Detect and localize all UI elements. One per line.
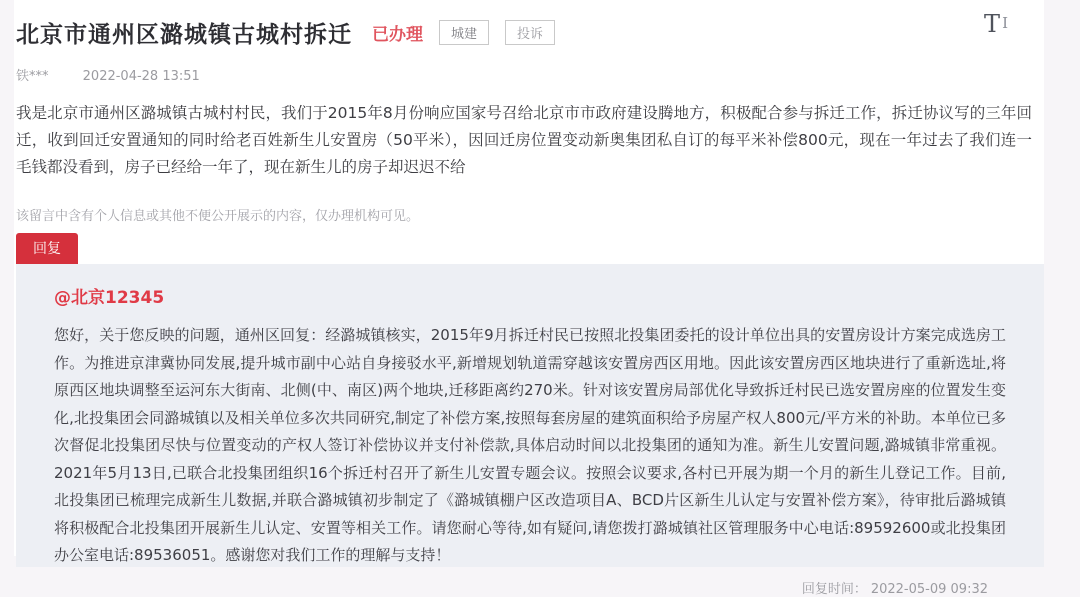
header — [16, 0, 1044, 49]
reply-panel — [16, 264, 1044, 597]
font-size-icon-letter: T — [984, 10, 1001, 38]
meta-row — [16, 65, 1044, 84]
complaint-body: 我是北京市通州区潞城镇古城村村民，我们于2015年8月份响应国家号召给北京市市政府建设腾地方，积极配合参与拆迁工作，拆迁协议写的三年回迁，收到回迁安置通知的同时给老百姓新生儿安置房（50平米），因回迁房位置变动新奥集团私自订的每平米补偿800元，现在一年过去了我们连一毛钱都没看到，房子已经给一年了，现在新生儿的房子却迟迟不给 — [16, 104, 1032, 176]
reply-time-row — [54, 578, 1006, 597]
reply-time: 2022-05-09 09:32 — [870, 581, 988, 597]
privacy-notice: 该留言中含有个人信息或其他不便公开展示的内容，仅办理机构可见。 — [16, 209, 420, 224]
status-badge: 已办理 — [372, 25, 423, 45]
tag-type[interactable]: 投诉 — [505, 20, 555, 45]
author-name: 铁*** — [16, 69, 49, 84]
reply-time-label: 回复时间： — [801, 581, 867, 597]
message-card — [14, 0, 1044, 597]
reply-body: 您好，关于您反映的问题，通州区回复：经潞城镇核实，2015年9月拆迁村民已按照北投集团委托的设计单位出具的安置房设计方案完成选房工作。为推进京津冀协同发展,提升城市副中心站自身接驳水平,新增规划轨道需穿越该安置房西区用地。因此该安置房西区地块进行了重新选址,将原西区地块调整至运河东大街南、北侧(中、南区)两个地块,迁移距离约270米。针对该安置房局部优化导致拆迁村民已选安置房座的位置发生变化,北投集团会同潞城镇以及相关单位多次共同研究,制定了补偿方案,按照每套房屋的建筑面积给予房屋产权人800元/平方米的补助。本单位已多次督促北投集团尽快与位置变动的产权人签订补偿协议并支付补偿款,具体启动时间以北投集团的通知为准。新生儿安置问题,潞城镇非常重视。2021年5月13日,已联合北投集团组织16个拆迁村召开了新生儿安置专题会议。按照会议要求,各村已开展为期一个月的新生儿登记工作。目前,北投集团已梳理完成新生儿数据,并联合潞城镇初步制定了《潞城镇棚户区改造项目A、BCD片区新生儿认定与安置补偿方案》，待审批后潞城镇将积极配合北投集团开展新生儿认定、安置等相关工作。请您耐心等待,如有疑问,请您拨打潞城镇社区管理服务中心电话:89592600或北投集团办公室电话:89536051。感谢您对我们工作的理解与支持！ — [54, 326, 1006, 564]
text-cursor-icon: I — [1002, 14, 1008, 32]
page-title: 北京市通州区潞城镇古城村拆迁 — [16, 22, 352, 48]
tag-category[interactable]: 城建 — [439, 20, 489, 45]
font-size-icon[interactable] — [984, 12, 1008, 36]
reply-author: @北京12345 — [54, 288, 165, 308]
reply-button[interactable]: 回复 — [16, 233, 78, 264]
post-datetime: 2022-04-28 13:51 — [82, 69, 200, 84]
